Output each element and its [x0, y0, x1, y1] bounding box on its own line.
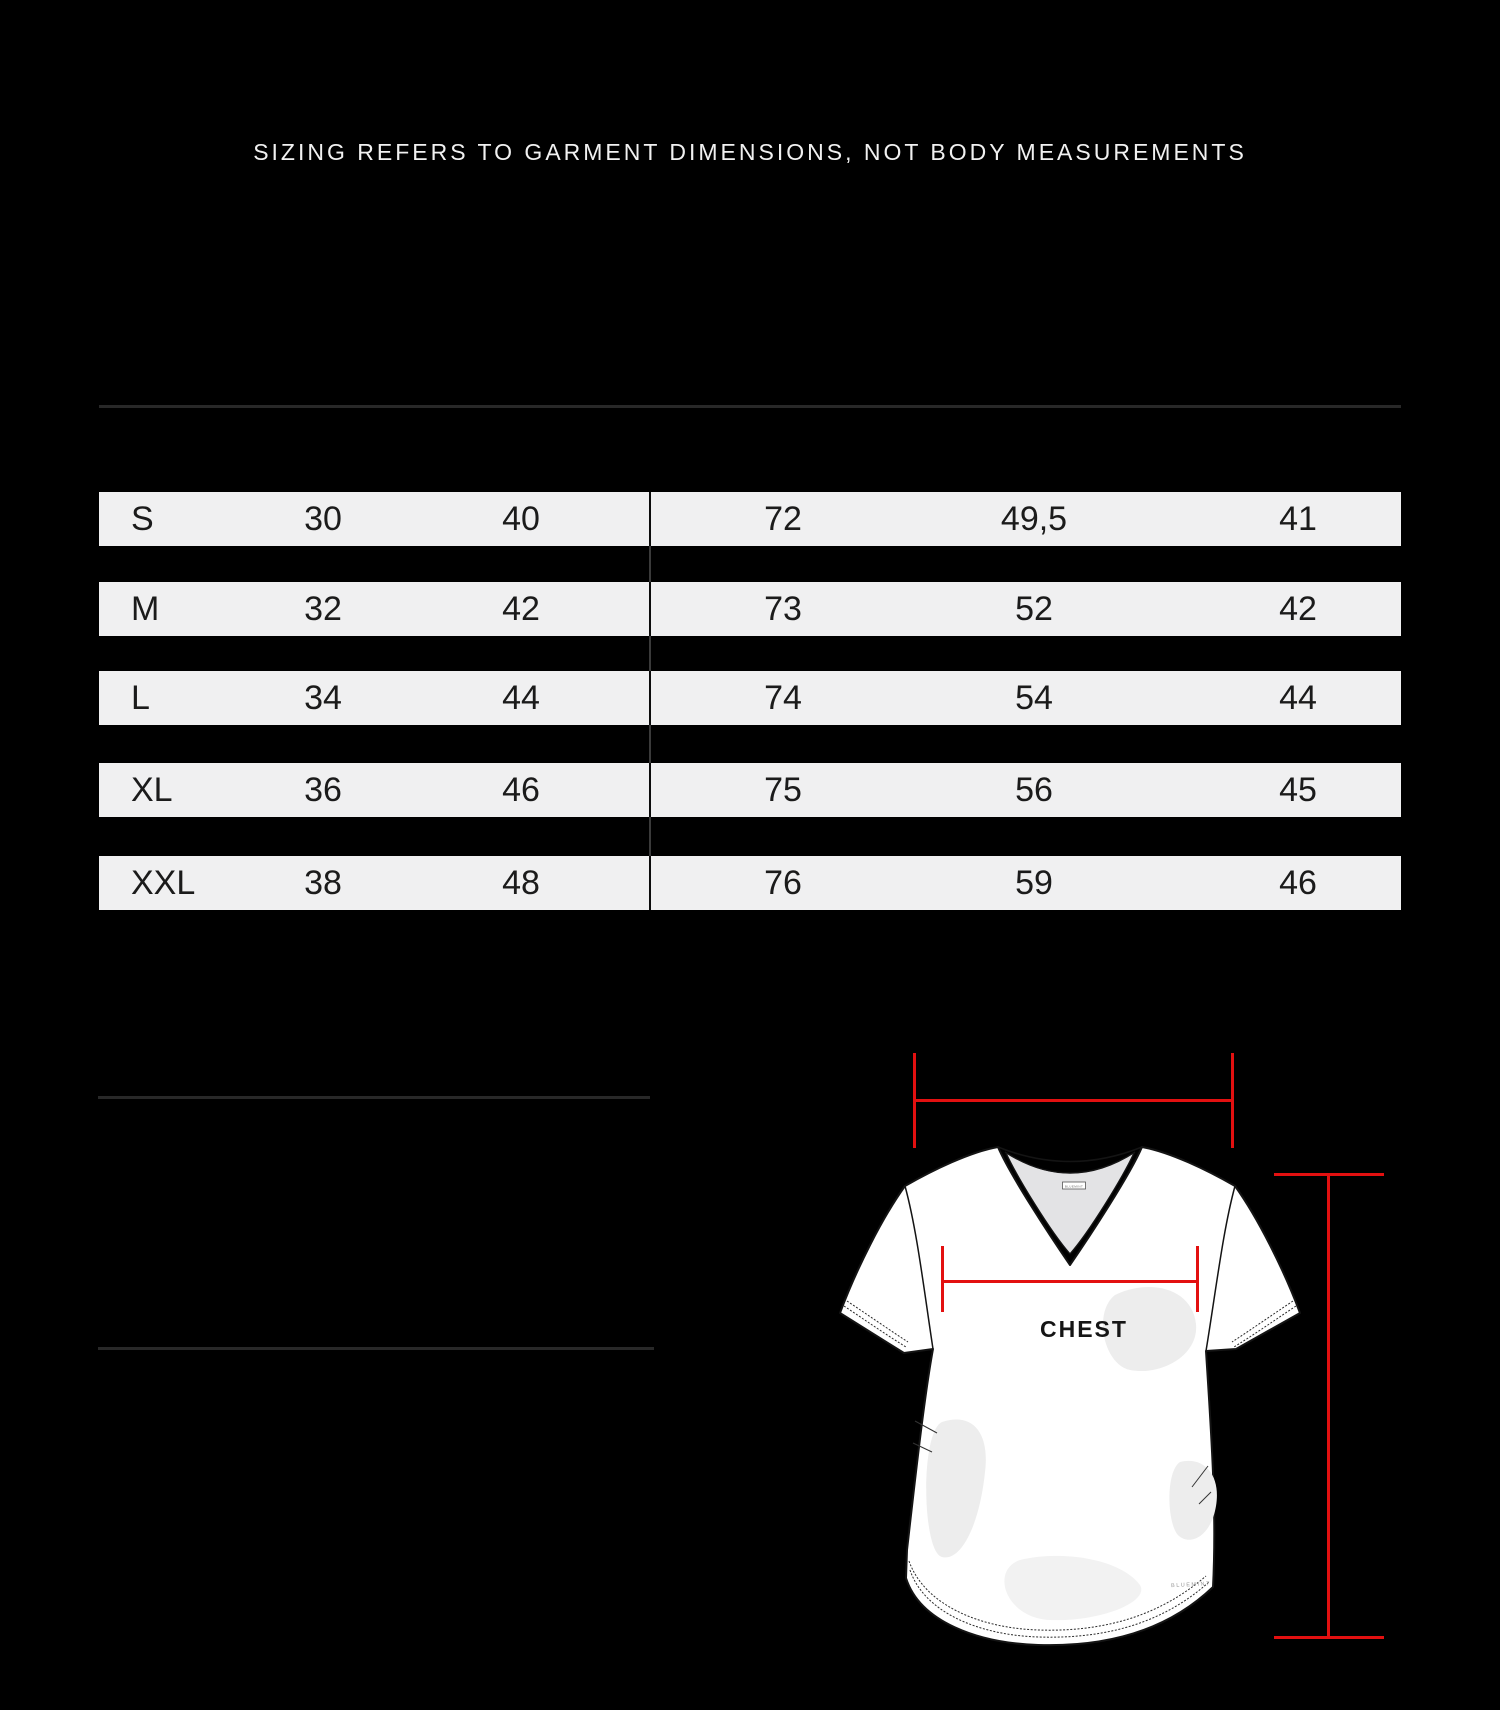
size-value: 40 [502, 500, 540, 538]
size-label: XXL [131, 864, 196, 902]
size-value: 59 [1015, 864, 1053, 902]
size-value: 46 [502, 771, 540, 809]
shoulder-width-tick-right [1231, 1053, 1234, 1148]
sizing-note: SIZING REFERS TO GARMENT DIMENSIONS, NOT BODY MEASUREMENTS [253, 139, 1247, 165]
size-value: 30 [304, 500, 342, 538]
chest-tick-right [1196, 1246, 1199, 1312]
size-value: 42 [1279, 590, 1317, 628]
table-top-rule [99, 405, 1401, 408]
size-value: 34 [304, 679, 342, 717]
size-value: 41 [1279, 500, 1317, 538]
left-section-rule-bottom [98, 1347, 654, 1350]
size-value: 49,5 [1000, 500, 1068, 538]
table-row [99, 763, 1401, 817]
size-value: 45 [1279, 771, 1317, 809]
size-label: XL [131, 771, 173, 809]
size-value: 32 [304, 590, 342, 628]
size-value: 44 [502, 679, 540, 717]
row-column-divider [649, 671, 651, 725]
length-cap-bottom [1274, 1636, 1384, 1639]
size-value: 46 [1279, 864, 1317, 902]
length-measure-line [1327, 1174, 1330, 1639]
size-value: 38 [304, 864, 342, 902]
table-row [99, 856, 1401, 910]
size-label: M [131, 590, 160, 628]
size-value: 48 [502, 864, 540, 902]
chest-measure-line [942, 1280, 1198, 1283]
size-value: 76 [764, 864, 802, 902]
length-cap-top [1274, 1173, 1384, 1176]
table-row [99, 492, 1401, 546]
size-value: 42 [502, 590, 540, 628]
row-column-divider [649, 856, 651, 910]
left-section-rule-top [98, 1096, 650, 1099]
row-column-divider [649, 492, 651, 546]
size-value: 52 [1015, 590, 1053, 628]
size-value: 75 [764, 771, 802, 809]
table-row [99, 582, 1401, 636]
size-value: 54 [1015, 679, 1053, 717]
table-row [99, 671, 1401, 725]
size-label: S [131, 500, 154, 538]
collar-back-outer-line [998, 1147, 1142, 1162]
size-value: 36 [304, 771, 342, 809]
chest-tick-left [941, 1246, 944, 1312]
size-value: 44 [1279, 679, 1317, 717]
size-value: 72 [764, 500, 802, 538]
neck-tag-label: BLUEMINT [1064, 1184, 1084, 1189]
row-column-divider [649, 582, 651, 636]
size-label: L [131, 679, 150, 717]
chest-measurement-label: CHEST [1040, 1316, 1128, 1342]
size-value: 56 [1015, 771, 1053, 809]
size-value: 74 [764, 679, 802, 717]
row-column-divider [649, 763, 651, 817]
shoulder-width-tick-left [913, 1053, 916, 1148]
brand-label: BLUEMINT [1170, 1581, 1212, 1590]
size-value: 73 [764, 590, 802, 628]
shoulder-width-measure-line [915, 1099, 1233, 1102]
tshirt-illustration [820, 1130, 1320, 1650]
